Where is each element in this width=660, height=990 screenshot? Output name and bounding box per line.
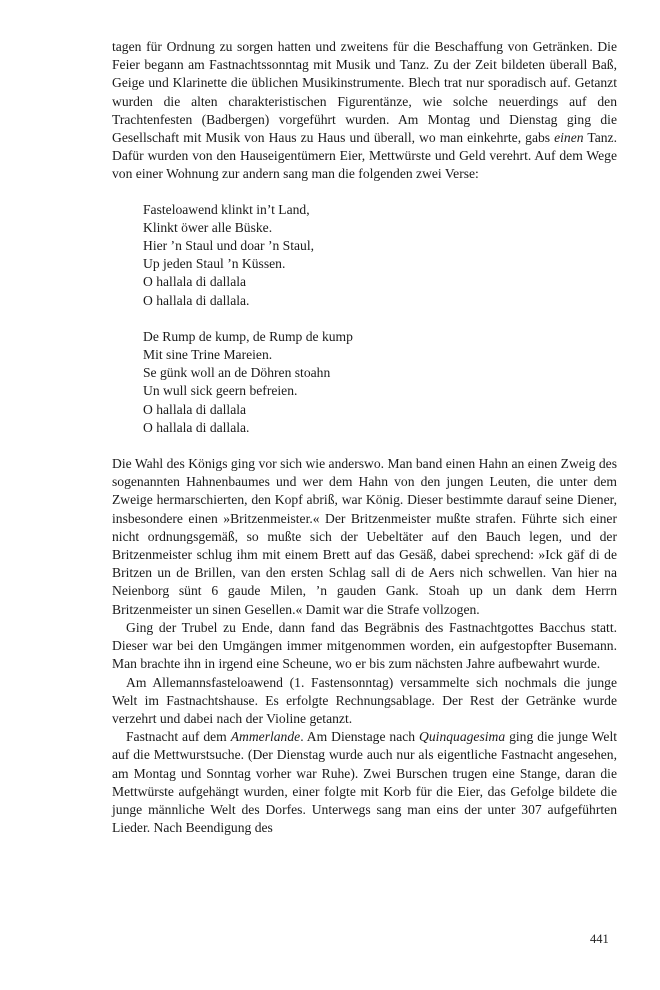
verse-line: O hallala di dallala. [143, 292, 250, 308]
verse-stanza-1 [143, 201, 617, 310]
paragraph-ammerlande [112, 728, 617, 837]
paragraph-king-election: Die Wahl des Königs ging vor sich wie anderswo. Man band einen Hahn an einen Zweig des sogenannten Hahnenbaumes und wer dem Hahn von den jungen Leuten, die unter dem Zweige hermarschierten, den Kopf abriß, war König. Dieser bestimmte darauf seine Diener, insbesondere einen »Britzenmeister.« Der Britzenmeister mußte strafen. Führte sich einer nicht ordnungsgemäß, so mußte sich der Uebeltäter auf den Bauch legen, und der Britzenmeister schlug ihm mit einem Brett auf das Gesäß, dabei sprechend: »Ick gäf di de Britzen un de Brillen, van den ersten Schlag sall di de Aers nich schwellen. Van hier na Neienborg sünt 6 gaude Milen, ’n gauden Gank. Stoah up un dank dem Herrn Britzenmeister un sinen Gesellen.« Damit war die Strafe vollzogen. [112, 456, 617, 617]
verse-line: Up jeden Staul ’n Küssen. [143, 256, 286, 272]
verse-stanza-2 [143, 328, 617, 437]
paragraph-ammerlande-text-b: . Am Dienstage nach [300, 729, 420, 745]
verse-line: Un wull sick geern befreien. [143, 383, 298, 399]
paragraph-ammerlande-text-a: Fastnacht auf dem [126, 729, 231, 745]
verse-line: De Rump de kump, de Rump de kump [143, 328, 353, 344]
paragraph-ammerlande-text-c: ging die junge Welt auf die Mettwurstsuche. (Der Dienstag wurde auch nur als eigentliche Fastnacht angesehen, am Montag und Sonntag vorher war Ruhe). Zwei Burschen trugen eine Stange, daran die Mettwürste aufgehängt wurden, einer folgte mit Korb für die Eier, das Gefolge bildete die junge männliche Welt des Dorfes. Unterwegs sang man eins der unter 307 aufgeführten Lieder. Nach Beendigung des [112, 729, 617, 836]
verse-line: Se günk woll an de Döhren stoahn [143, 365, 331, 381]
emphasis-ammerlande: Ammerlande [230, 729, 301, 745]
verse-line: O hallala di dallala [143, 401, 247, 417]
emphasis-einen: einen [554, 130, 584, 146]
page-number: 441 [590, 932, 609, 946]
verse-line: Klinkt öwer alle Büske. [143, 219, 273, 235]
paragraph-festival-text-b: Tanz. Dafür wurden von den Hauseigentümern Eier, Mettwürste und Geld verehrt. Auf dem Wege von einer Wohnung zur andern sang man die folgenden zwei Verse: [112, 130, 617, 182]
verse-line: O hallala di dallala [143, 274, 247, 290]
verse-block [143, 201, 617, 437]
emphasis-quinquagesima: Quinquagesima [419, 729, 506, 745]
verse-line: Hier ’n Staul und doar ’n Staul, [143, 238, 315, 254]
verse-line: Mit sine Trine Mareien. [143, 347, 273, 363]
paragraph-festival-text-a: tagen für Ordnung zu sorgen hatten und zweitens für die Beschaffung von Getränken. Die Feier begann am Fastnachtssonntag mit Musik und Tanz. Zu der Zeit bildeten überall Baß, Geige und Klarinette die üblichen Musikinstrumente. Blech trat nur sporadisch auf. Getanzt wurden die alten charakteristischen Figurentänze, wie solche neuerdings auf den Trachtenfesten (Badbergen) vorgeführt wurden. Am Montag und Dienstag ging die Gesellschaft mit Musik von Haus zu Haus und überall, wo man einkehrte, gabs [112, 39, 617, 146]
page-content [112, 38, 617, 837]
verse-line: O hallala di dallala. [143, 419, 250, 435]
paragraph-bacchus-burial: Ging der Trubel zu Ende, dann fand das Begräbnis des Fastnachtgottes Bacchus statt. Dieser war bei den Umgängen immer mitgenommen worden, ein aufgestopfter Busemann. Man brachte ihn in irgend eine Scheune, wo er bis zum nächsten Jahre aufbewahrt wurde. [112, 619, 617, 672]
paragraph-allemannsfasteloawend: Am Allemannsfasteloawend (1. Fastensonntag) versammelte sich nochmals die junge Welt im Fastnachtshause. Es erfolgte Rechnungsablage. Der Rest der Getränke wurde verzehrt und dabei nach der Violine getanzt. [112, 674, 617, 726]
paragraph-festival [112, 38, 617, 184]
verse-line: Fasteloawend klinkt in’t Land, [143, 201, 310, 217]
